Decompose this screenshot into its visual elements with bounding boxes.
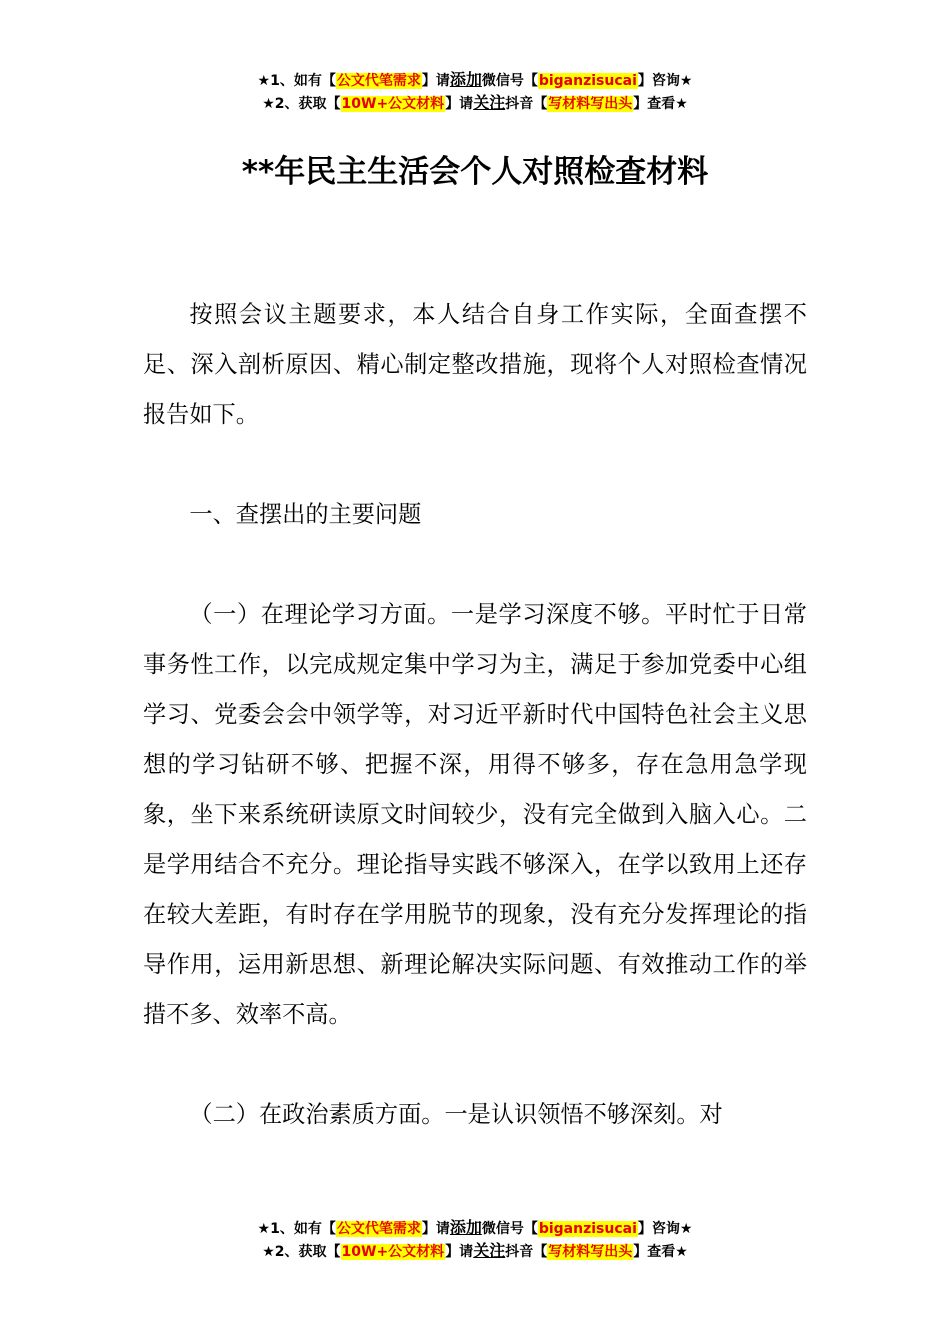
underlined-text: 关注: [473, 93, 506, 112]
underlined-text: 添加: [449, 70, 482, 89]
underlined-text: 关注: [473, 1241, 506, 1260]
underlined-text: 添加: [449, 1218, 482, 1237]
promo-banner-top: [0, 69, 950, 115]
highlight-text: biganzisucai: [538, 73, 637, 89]
highlight-text: 写材料写出头: [548, 1244, 633, 1260]
paragraph-political-quality: （二）在政治素质方面。一是认识领悟不够深刻。对: [189, 1101, 723, 1128]
promo-line-2: ★2、获取【10W+公文材料】请关注抖音【写材料写出头】查看★: [262, 1241, 688, 1260]
intro-paragraph: 按照会议主题要求，本人结合自身工作实际，全面查摆不足、深入剖析原因、精心制定整改措施，现将个人对照检查情况报告如下。: [143, 301, 807, 428]
highlight-text: 10W+公文材料: [341, 1244, 445, 1260]
section-heading: 一、查摆出的主要问题: [189, 501, 422, 528]
promo-line-1: ★1、如有【公文代笔需求】请添加微信号【biganzisucai】咨询★: [257, 1218, 693, 1237]
highlight-text: 公文代笔需求: [336, 1221, 421, 1237]
highlight-text: 公文代笔需求: [336, 73, 421, 89]
promo-line-1: ★1、如有【公文代笔需求】请添加微信号【biganzisucai】咨询★: [257, 70, 693, 89]
highlight-text: 10W+公文材料: [341, 96, 445, 112]
promo-banner-bottom: [0, 1217, 950, 1263]
document-body: [143, 290, 807, 1140]
promo-line-2: ★2、获取【10W+公文材料】请关注抖音【写材料写出头】查看★: [262, 93, 688, 112]
highlight-text: 写材料写出头: [548, 96, 633, 112]
paragraph-theory-study: （一）在理论学习方面。一是学习深度不够。平时忙于日常事务性工作，以完成规定集中学习为主，满足于参加党委中心组学习、党委会会中领学等，对习近平新时代中国特色社会主义思想的学习钻研不够、把握不深，用得不够多，存在急用急学现象，坐下来系统研读原文时间较少，没有完全做到入脑入心。二是学用结合不充分。理论指导实践不够深入，在学以致用上还存在较大差距，有时存在学用脱节的现象，没有充分发挥理论的指导作用，运用新思想、新理论解决实际问题、有效推动工作的举措不多、效率不高。: [143, 601, 807, 1028]
document-title: **年民主生活会个人对照检查材料: [241, 154, 709, 190]
highlight-text: biganzisucai: [538, 1221, 637, 1237]
